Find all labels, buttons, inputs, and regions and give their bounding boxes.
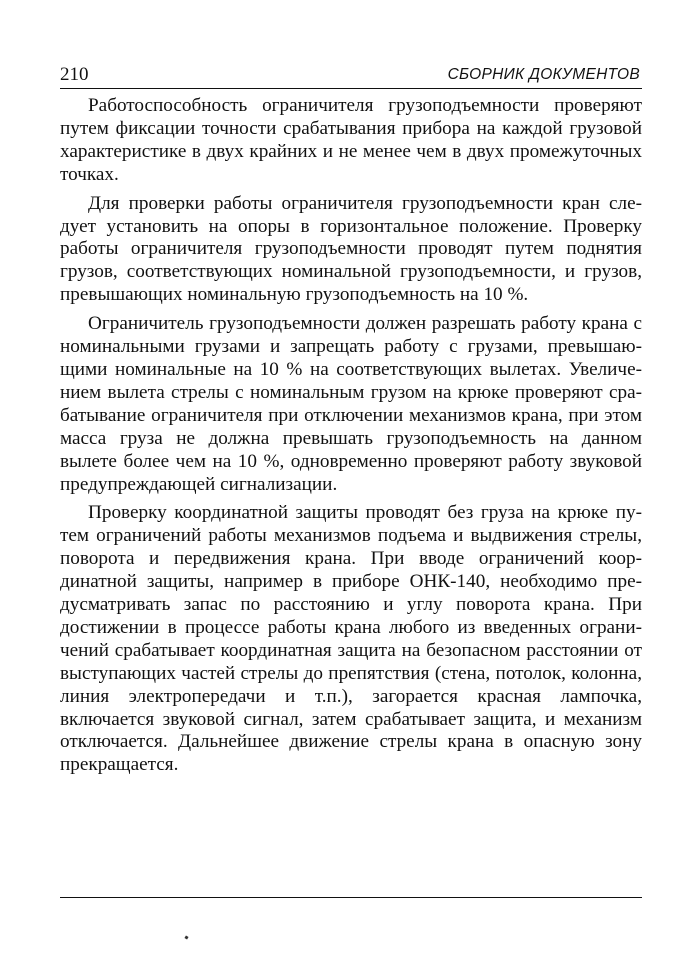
page-header [60, 62, 642, 89]
footer-rule [60, 897, 642, 898]
paragraph-4: Проверку координатной защиты проводят без груза на крюке путем ограничений работы механизмов подъема и выдвижения стрелы, поворота и передвижения крана. При вводе ограничений координатной защиты, например в приборе ОНК-140, необходимо предусматривать запас по расстоянию и углу поворота крана. При достижении в процессе работы крана любого из введенных ограничений срабатывает координатная защита на безопасном расстоянии от выступающих частей стрелы до препятствия (стена, потолок, колонна, линия электропередачи и т.п.), загорается красная лампочка, включается звуковой сигнал, затем срабатывает защита, и механизм отключается. Дальнейшее движение стрелы крана в опасную зону прекращается. [60, 502, 642, 776]
running-title: СБОРНИК ДОКУМЕНТОВ [447, 66, 640, 83]
paragraph-2: Для проверки работы ограничителя грузоподъемности кран следует установить на опоры в горизонтальное положение. Проверку работы ограничителя грузоподъемности проводят путем поднятия грузов, соответствующих номинальной грузоподъемности, и грузов, превышающих номинальную грузоподъемность на 10 %. [60, 192, 642, 306]
stray-mark [184, 935, 188, 939]
paragraph-3: Ограничитель грузоподъемности должен разрешать работу крана с номинальными грузами и запрещать работу с грузами, превышающими номинальные на 10 % на соответствующих вылетах. Увеличением вылета стрелы с номинальным грузом на крюке проверяют срабатывание ограничителя при отключении механизмов крана, при этом масса груза не должна превышать грузоподъемность на данном вылете более чем на 10 %, одновременно проверяют работу звуковой предупреждающей сигнализации. [60, 313, 642, 495]
body-text [60, 95, 642, 783]
page-number: 210 [60, 64, 89, 85]
paragraph-1: Работоспособность ограничителя грузоподъемности проверяют путем фиксации точности срабатывания прибора на каждой грузовой характеристике в двух крайних и не менее чем в двух промежуточных точках. [60, 95, 642, 185]
